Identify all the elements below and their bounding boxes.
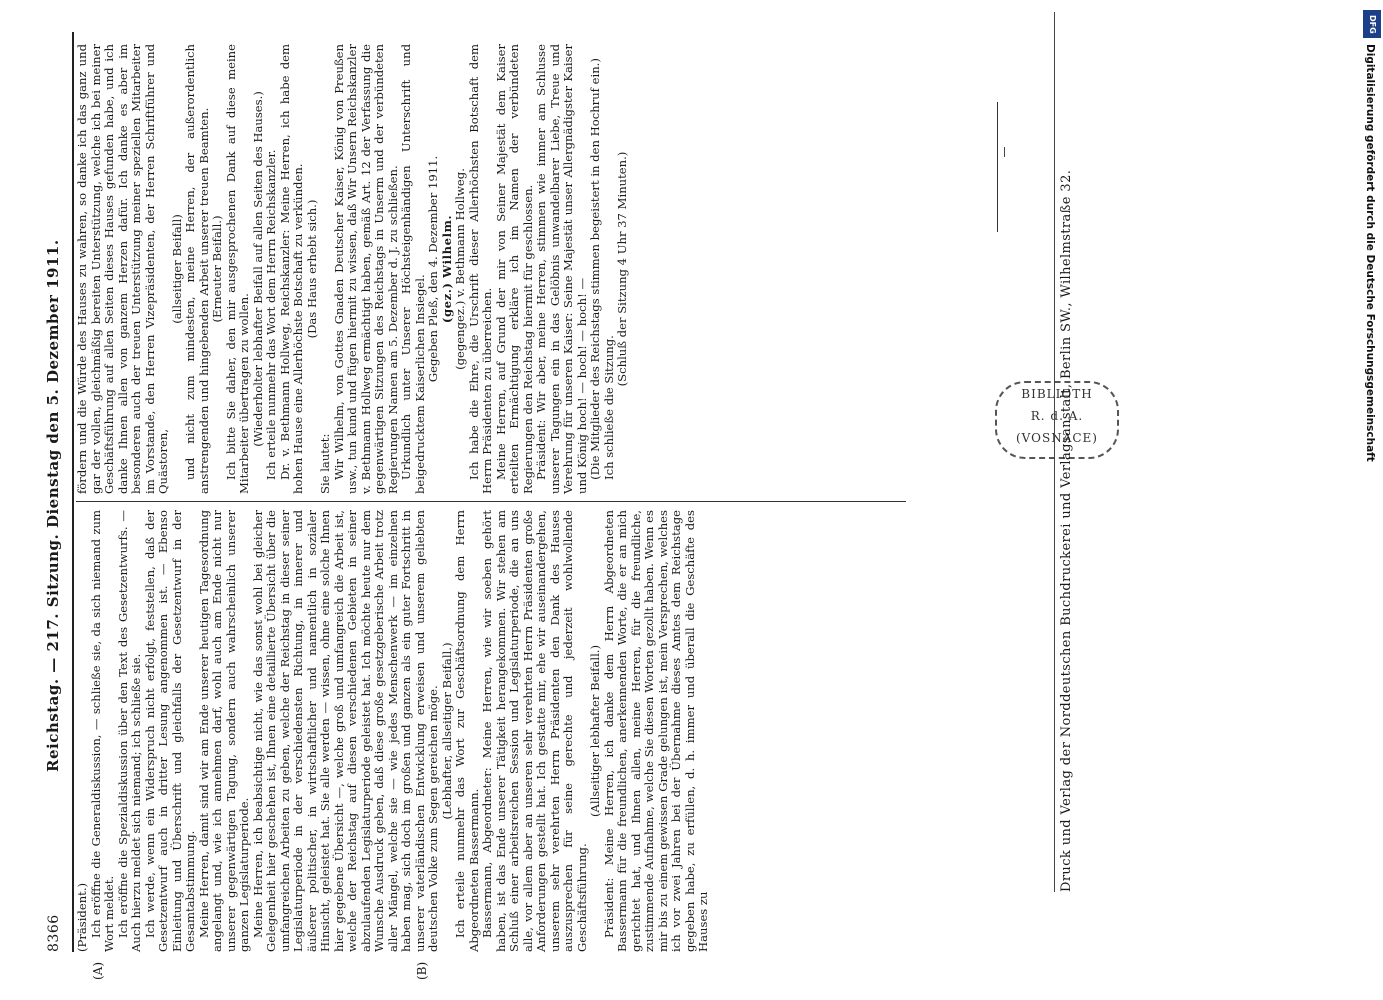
page-number: 8366: [46, 914, 62, 952]
stamp-line-3: (VOSNACE): [1016, 431, 1098, 445]
end-rule: [997, 102, 998, 232]
margin-mark-b: (B): [415, 961, 429, 980]
paragraph: Ich eröffne die Generaldiskussion, — schließe sie, da sich niemand zum Wort meldet.: [88, 510, 116, 952]
applause-note: (allseitiger Beifall): [169, 214, 184, 324]
paragraph: Sie lautet:: [318, 433, 332, 494]
speech-bassermann: Bassermann, Abgeordneter: Meine Herren, wie wir soeben gehört haben, ist das Ende unserer Tätigkeit herangekommen. Wir stehen am Schluß einer arbeitsreichen Session und Legislaturperiode, die an uns alle, vor allem aber an unseren sehr verehrten Herrn Präsidenten große Anforderungen gestellt hat. Ich gestatte mir, ehe wir auseinandergehen, unserem sehr verehrten Herrn Präsidenten den Dank des Hauses auszusprechen für seine gerechte und jederzeit wohlwollende Geschäftsführung.: [480, 510, 589, 952]
speaker-label: (Präsident.): [75, 882, 89, 952]
digitization-strip: [1362, 8, 1382, 993]
stamp-line-2: R. d. A.: [1030, 409, 1084, 423]
printer-imprint: Druck und Verlag der Norddeutschen Buchdruckerei und Verlagsanstalt, Berlin SW., Wilhelmstraße 32.: [1054, 12, 1074, 892]
dfg-logo: DFG: [1363, 10, 1381, 38]
paragraph: Ich habe die Ehre, die Urschrift dieser Allerhöchsten Botschaft dem Herrn Präsidenten zu überreichen.: [466, 44, 494, 494]
applause-note: (Wiederholter lebhafter Beifall auf allen Seiten des Hauses.): [250, 91, 265, 447]
rotated-newspaper-page: [0, 32, 1098, 980]
paragraph: Ich bitte Sie daher, den mir ausgesprochenen Dank auf diese meine Mitarbeiter übertragen zu wollen.: [223, 44, 251, 494]
stamp-line-1: BIBLIOTH: [1021, 387, 1093, 401]
end-dash: [1004, 147, 1005, 157]
speech-president: Präsident: Meine Herren, ich danke dem Herrn Abgeordneten Bassermann für die freundlichen, anerkennenden Worte, die er an mich gerichtet hat, und Ihnen allen, meine Herren, für die freundliche, zustimmende Aufnahme, welche Sie diesen Worten gezollt haben. Wenn es mir bis zu einem gewissen Grade gelungen ist, mein Versprechen, welches ich vor zwei Jahren bei der Übernahme dieses Amtes dem Reichstage gegeben habe, zu erfüllen, d. h. immer und überall die Geschäfte des Hauses zu: [601, 510, 710, 952]
paragraph: Meine Herren, ich beabsichtige nicht, wie das sonst wohl bei gleicher Gelegenheit hier geschehen ist, Ihnen eine detaillierte Übersicht über die umfangreichen Arbeiten zu geben, welche der Reichstag in dieser seiner Legislaturperiode in der verschiedensten Richtung, in innerer und äußerer politischer, in wirtschaftlicher und namentlich in sozialer Hinsicht, geleistet hat. Sie alle werden — wissen, ohne eine solche Ihnen hier gegebene Übersicht —, welche groß und umfangreich die Arbeit ist, welche der Reichstag auf diesen verschiedenen Gebieten in seiner abzulaufenden Legislaturperiode geleistet hat. Ich möchte heute nur dem Wunsche Ausdruck geben, daß diese große gesetzgeberische Arbeit trotz aller Mängel, welche sie — wie jedes Menschenwerk — im einzelnen haben mag, sich doch im großen und ganzen als ein guter Fortschritt in unserer vaterländischen Entwicklung erweisen und unserem geliebten deutschen Volke zum Segen gereichen möge.: [250, 510, 440, 952]
paragraph: Ich werde, wenn ein Widerspruch nicht erfolgt, feststellen, daß der Gesetzentwurf auch in dritter Lesung angenommen ist. — Ebenso Einleitung und Überschrift und gleichfalls der Gesetzentwurf in der Gesamtabstimmung.: [142, 510, 197, 952]
page-header: [44, 32, 70, 952]
session-end-note: (Schluß der Sitzung 4 Uhr 37 Minuten.): [615, 151, 629, 387]
column-left: [75, 510, 711, 980]
paragraph: Ich erteile nunmehr das Wort zur Geschäftsordnung dem Herrn Abgeordneten Bassermann.: [453, 510, 481, 952]
signature-emperor: (gez.) Wilhelm.: [439, 214, 454, 324]
stage-note: (Das Haus erhebt sich.): [304, 199, 319, 339]
imperial-message-seal: Urkundlich unter Unserer Höchsteigenhändigen Unterschrift und beigedrucktem Kaiserlichen Insiegel.: [399, 44, 427, 494]
header-rule: [72, 32, 74, 952]
paragraph: Ich schließe die Sitzung.: [601, 335, 616, 480]
imperial-message: Wir Wilhelm, von Gottes Gnaden Deutscher Kaiser, König von Preußen usw., tun kund und fügen hiermit zu wissen, daß Wir Unsern Reichskanzler v. Bethmann Hollweg ermächtigt haben, gemäß Art. 12 der Verfassung die gegenwärtigen Sitzungen des Reichstags in Unserm und der verbündeten Regierungen Namen am 5. Dezember d. J. zu schließen.: [331, 44, 400, 494]
applause-note: (Erneuter Beifall.): [210, 215, 224, 323]
stage-note: (Die Mitglieder des Reichstags stimmen begeistert in den Hochruf ein.): [588, 58, 602, 480]
applause-note: (Allseitiger lebhafter Beifall.): [588, 644, 602, 818]
paragraph: Ich erteile nunmehr das Wort dem Herrn Reichskanzler.: [264, 149, 278, 480]
countersignature: (gegengez.) v. Bethmann Hollweg.: [453, 168, 467, 370]
paragraph: Meine Herren, damit sind wir am Ende unserer heutigen Tagesordnung angelangt und, wie ich annehmen darf, wohl auch am Ende nicht nur unserer gegenwärtigen Tagung, sondern auch wahrscheinlich unserer ganzen Legislaturperiode.: [196, 510, 251, 952]
paragraph: Meine Herren, auf Grund der mir von Seiner Majestät dem Kaiser erteilten Ermächtigung erkläre ich im Namen der verbündeten Regierungen den Reichstag hiermit für geschlossen.: [493, 44, 535, 494]
page-title: Reichstag. — 217. Sitzung. Dienstag den 5. Dezember 1911.: [44, 239, 62, 772]
speech-chancellor: Dr. v. Bethmann Hollweg, Reichskanzler: Meine Herren, ich habe dem hohen Hause eine Allerhöchste Botschaft zu verkünden.: [277, 44, 305, 494]
paragraph: Ich eröffne die Spezialdiskussion über den Text des Gesetzentwurfs. — Auch hierzu meldet sich niemand; ich schließe sie.: [115, 510, 143, 952]
paragraph: und nicht zum mindesten, meine Herren, der außerordentlich anstrengenden und hingebenden Arbeit unserer treuen Beamten.: [183, 44, 211, 494]
digitization-credit: Digitalisierung gefördert durch die Deutsche Forschungsgemeinschaft: [1364, 44, 1376, 462]
paragraph: fördern und die Würde des Hauses zu wahren, so danke ich das ganz und gar der vollen, gleichmäßig bereiten Unterstützung, welche ich bei meiner Geschäftsführung auf allen Seiten dieses Hauses gefunden habe, und ich danke Ihnen allen von ganzem Herzen dafür. Ich danke es aber im besonderen auch der treuen Unterstützung meiner speziellen Mitarbeiter im Vorstande, den Herren Vizepräsidenten, der Herren Schriftführer und Quästoren,: [75, 44, 170, 494]
speech-president-closing: Präsident: Wir aber, meine Herren, stimmen wie immer am Schlusse unserer Tagungen ein in das Gelöbnis unwandelbarer Liebe, Treue und Verehrung für unseren Kaiser: Seine Majestät unser Allergnädigster Kaiser und König hoch! — hoch! — hoch! —: [534, 44, 589, 494]
column-divider: [76, 501, 906, 502]
margin-mark-a: (A): [91, 961, 105, 980]
message-date: Gegeben Pleß, den 4. Dezember 1911.: [426, 155, 440, 383]
applause-note: (Lebhafter, allseitiger Beifall.): [439, 642, 454, 820]
column-right: [76, 44, 630, 494]
